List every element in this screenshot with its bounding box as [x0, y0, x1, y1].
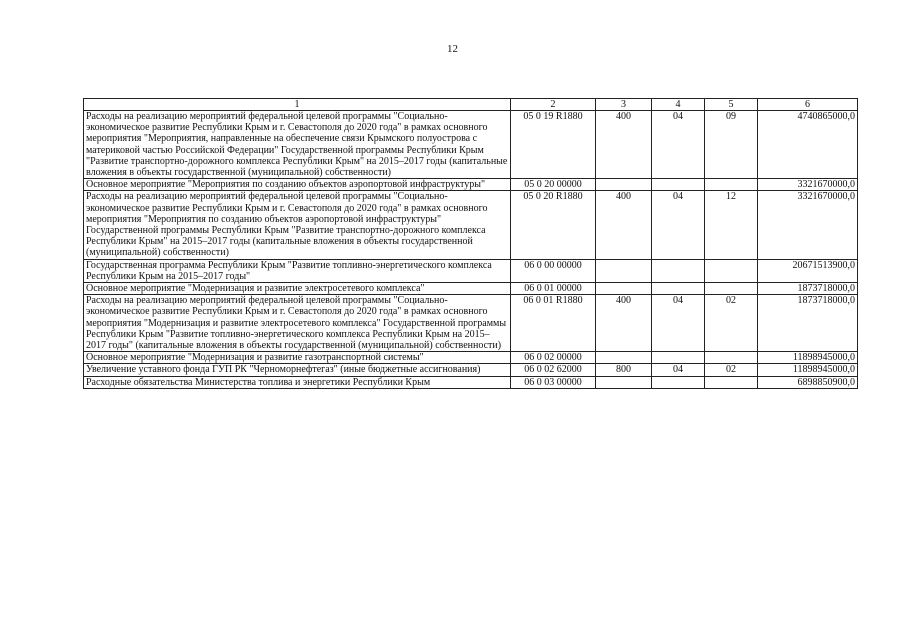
- row-rz: 04: [652, 111, 705, 179]
- row-code: 06 0 02 00000: [511, 352, 596, 364]
- header-cell-6: 6: [758, 99, 858, 111]
- row-pr: [705, 259, 758, 282]
- table-row: [84, 191, 858, 259]
- row-code: 06 0 02 62000: [511, 364, 596, 376]
- table-row: [84, 283, 858, 295]
- row-code: 05 0 20 R1880: [511, 191, 596, 259]
- row-pr: [705, 376, 758, 388]
- row-sum: 3321670000,0: [758, 179, 858, 191]
- row-sum: 11898945000,0: [758, 364, 858, 376]
- row-code: 06 0 00 00000: [511, 259, 596, 282]
- row-sum: 11898945000,0: [758, 352, 858, 364]
- row-pr: [705, 352, 758, 364]
- row-name: Основное мероприятие "Модернизация и развитие газотранспортной системы": [84, 352, 511, 364]
- table-row: [84, 376, 858, 388]
- row-code: 06 0 03 00000: [511, 376, 596, 388]
- row-rz: 04: [652, 364, 705, 376]
- row-vr: 400: [596, 295, 652, 352]
- row-name: Расходы на реализацию мероприятий федеральной целевой программы "Социально-экономическое развитие Республики Крым и г. Севастополя до 2020 года" в рамках основного мероприятия "Мероприятия по созданию объектов аэропортовой инфраструктуры" Государственной программы Республики Крым "Развитие транспортно-дорожного комплекса Республики Крым" на 2015–2017 годы (капитальные вложения в объекты государственной (муниципальной) собственности): [84, 191, 511, 259]
- row-name: Расходные обязательства Министерства топлива и энергетики Республики Крым: [84, 376, 511, 388]
- row-pr: 12: [705, 191, 758, 259]
- row-sum: 1873718000,0: [758, 295, 858, 352]
- header-cell-1: 1: [84, 99, 511, 111]
- row-vr: 400: [596, 111, 652, 179]
- row-name: Расходы на реализацию мероприятий федеральной целевой программы "Социально-экономическое развитие Республики Крым и г. Севастополя до 2020 года" в рамках основного мероприятия "Модернизация и развитие электросетевого комплекса" Государственной программы Республики Крым "Развитие топливно-энергетического комплекса Республики Крым на 2015–2017 годы" (капитальные вложения в объекты государственной (муниципальной) собственности): [84, 295, 511, 352]
- row-rz: 04: [652, 191, 705, 259]
- row-vr: [596, 259, 652, 282]
- row-rz: [652, 259, 705, 282]
- table-row: [84, 295, 858, 352]
- row-name: Основное мероприятие "Мероприятия по созданию объектов аэропортовой инфраструктуры": [84, 179, 511, 191]
- row-name: Расходы на реализацию мероприятий федеральной целевой программы "Социально-экономическое развитие Республики Крым и г. Севастополя до 2020 года" в рамках основного мероприятия "Мероприятия, направленные на обеспечение связи Крымского полуострова с материковой частью Российской Федерации" Государственной программы Республики Крым "Развитие транспортно-дорожного комплекса Республики Крым" на 2015–2017 годы (капитальные вложения в объекты государственной (муниципальной) собственности): [84, 111, 511, 179]
- row-rz: [652, 179, 705, 191]
- row-rz: [652, 376, 705, 388]
- row-rz: [652, 283, 705, 295]
- row-sum: 1873718000,0: [758, 283, 858, 295]
- header-cell-4: 4: [652, 99, 705, 111]
- row-rz: 04: [652, 295, 705, 352]
- row-vr: 800: [596, 364, 652, 376]
- row-vr: [596, 376, 652, 388]
- row-sum: 20671513900,0: [758, 259, 858, 282]
- table-row: [84, 352, 858, 364]
- header-cell-5: 5: [705, 99, 758, 111]
- row-pr: [705, 283, 758, 295]
- budget-table: [83, 98, 858, 389]
- table-row: [84, 259, 858, 282]
- row-name: Основное мероприятие "Модернизация и развитие электросетевого комплекса": [84, 283, 511, 295]
- page-number: 12: [447, 43, 458, 55]
- row-name: Государственная программа Республики Крым "Развитие топливно-энергетического комплекса Республики Крым на 2015–2017 годы": [84, 259, 511, 282]
- row-name: Увеличение уставного фонда ГУП РК "Черноморнефтегаз" (иные бюджетные ассигнования): [84, 364, 511, 376]
- row-sum: 4740865000,0: [758, 111, 858, 179]
- table-row: [84, 111, 858, 179]
- row-pr: 02: [705, 295, 758, 352]
- row-code: 05 0 20 00000: [511, 179, 596, 191]
- row-code: 05 0 19 R1880: [511, 111, 596, 179]
- table-row: [84, 364, 858, 376]
- row-pr: 09: [705, 111, 758, 179]
- row-pr: 02: [705, 364, 758, 376]
- row-vr: [596, 179, 652, 191]
- row-code: 06 0 01 00000: [511, 283, 596, 295]
- row-vr: [596, 283, 652, 295]
- header-row: [84, 99, 858, 111]
- row-vr: 400: [596, 191, 652, 259]
- header-cell-2: 2: [511, 99, 596, 111]
- row-rz: [652, 352, 705, 364]
- row-code: 06 0 01 R1880: [511, 295, 596, 352]
- row-sum: 6898850900,0: [758, 376, 858, 388]
- header-cell-3: 3: [596, 99, 652, 111]
- table-row: [84, 179, 858, 191]
- row-sum: 3321670000,0: [758, 191, 858, 259]
- row-vr: [596, 352, 652, 364]
- row-pr: [705, 179, 758, 191]
